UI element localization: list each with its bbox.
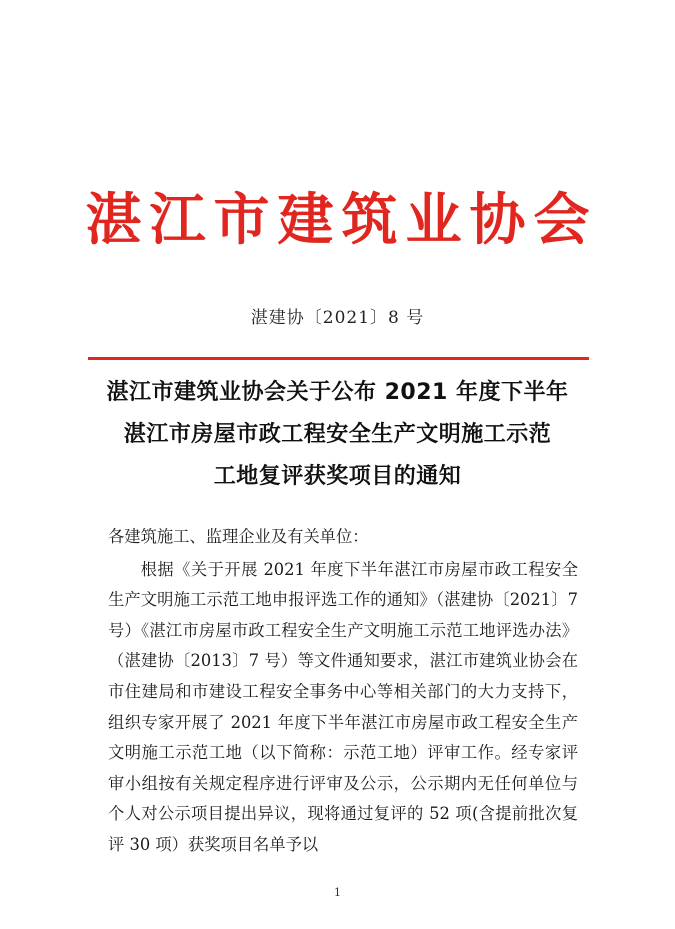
red-divider-line	[88, 357, 589, 360]
notice-title	[0, 372, 675, 498]
page-number: 1	[334, 886, 341, 899]
notice-body	[108, 522, 578, 861]
notice-title-line-3: 工地复评获奖项目的通知	[213, 464, 462, 489]
document-number: 湛建协〔2021〕8 号	[250, 308, 425, 328]
notice-title-line-2: 湛江市房屋市政工程安全生产文明施工示范	[123, 422, 552, 447]
salutation: 各建筑施工、监理企业及有关单位：	[108, 527, 369, 546]
org-letterhead-title: 湛江市建筑业协会	[85, 187, 598, 253]
body-paragraph: 根据《关于开展 2021 年度下半年湛江市房屋市政工程安全生产文明施工示范工地申报评选工作的通知》（湛建协〔2021〕7 号）《湛江市房屋市政工程安全生产文明施工示范工地评选办法》（湛建协〔2013〕7 号）等文件通知要求，湛江市建筑业协会在市住建局和市建设工程安全事务中心等相关部门的大力支持下，组织专家开展了 2021 年度下半年湛江市房屋市政工程安全生产文明施工示范工地（以下简称：示范工地）评审工作。经专家评审小组按有关规定程序进行评审及公示，公示期内无任何单位与个人对公示项目提出异议，现将通过复评的 52 项(含提前批次复评 30 项）获奖项目名单予以	[108, 559, 578, 854]
notice-title-line-1: 湛江市建筑业协会关于公布 2021 年度下半年	[106, 380, 569, 405]
